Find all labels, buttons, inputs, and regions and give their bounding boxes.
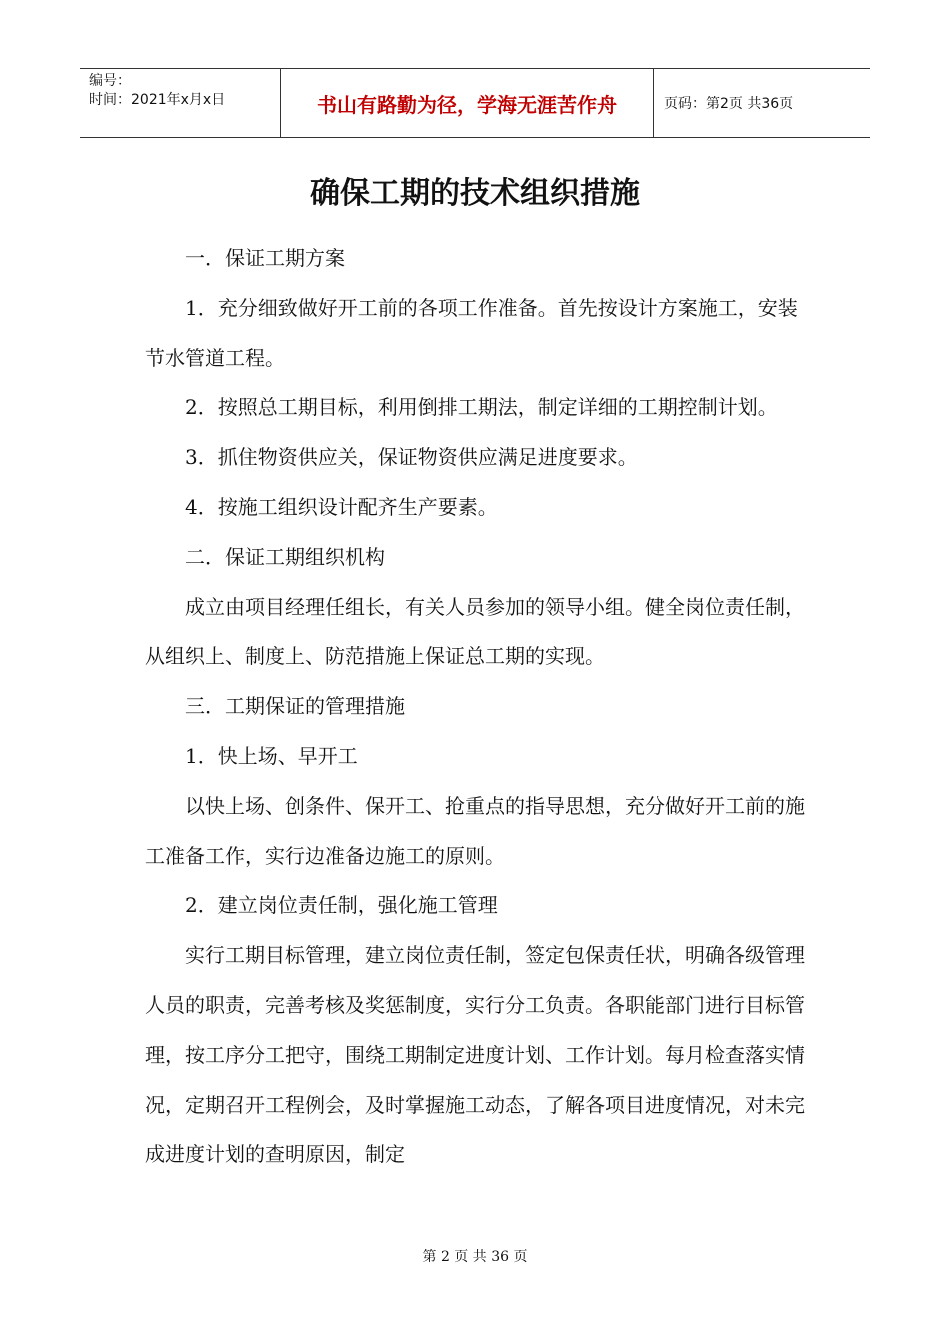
paragraph: 2．建立岗位责任制，强化施工管理 [185, 893, 498, 918]
paragraph: 实行工期目标管理，建立岗位责任制，签定包保责任状，明确各级管理人员的职责，完善考核及奖惩制度，实行分工负责。各职能部门进行目标管理，按工序分工把守，围绕工期制定进度计划、工作计划。每月检查落实情况，定期召开工程例会，及时掌握施工动态，了解各项目进度情况，对未完成进度计划的查明原因，制定 [145, 943, 805, 1167]
header-motto: 书山有路勤为径，学海无涯苦作舟 [281, 69, 654, 137]
time-label: 时间：2021年x月x日 [89, 92, 226, 108]
paragraph: 1．快上场、早开工 [185, 743, 358, 768]
paragraph: 三．工期保证的管理措施 [185, 694, 405, 719]
paragraph: 成立由项目经理任组长，有关人员参加的领导小组。健全岗位责任制，从组织上、制度上、防范措施上保证总工期的实现。 [145, 594, 805, 669]
page-footer: 第 2 页 共 36 页 [422, 1249, 528, 1265]
paragraph: 1．充分细致做好开工前的各项工作准备。首先按设计方案施工，安装节水管道工程。 [145, 295, 798, 370]
paragraph: 2．按照总工期目标，利用倒排工期法，制定详细的工期控制计划。 [185, 395, 778, 420]
header-page-info: 页码：第2页 共36页 [664, 96, 794, 112]
paragraph: 3．抓住物资供应关，保证物资供应满足进度要求。 [185, 445, 638, 470]
paragraph: 4．按施工组织设计配齐生产要素。 [185, 494, 498, 519]
number-label: 编号： [89, 73, 131, 89]
paragraph: 以快上场、创条件、保开工、抢重点的指导思想，充分做好开工前的施工准备工作，实行边准备边施工的原则。 [145, 793, 805, 868]
header-meta [80, 69, 281, 137]
page-header [80, 68, 870, 138]
document-title: 确保工期的技术组织措施 [310, 176, 640, 211]
paragraph: 一．保证工期方案 [185, 246, 345, 270]
paragraph: 二．保证工期组织机构 [185, 544, 385, 569]
document-body [145, 234, 805, 1180]
